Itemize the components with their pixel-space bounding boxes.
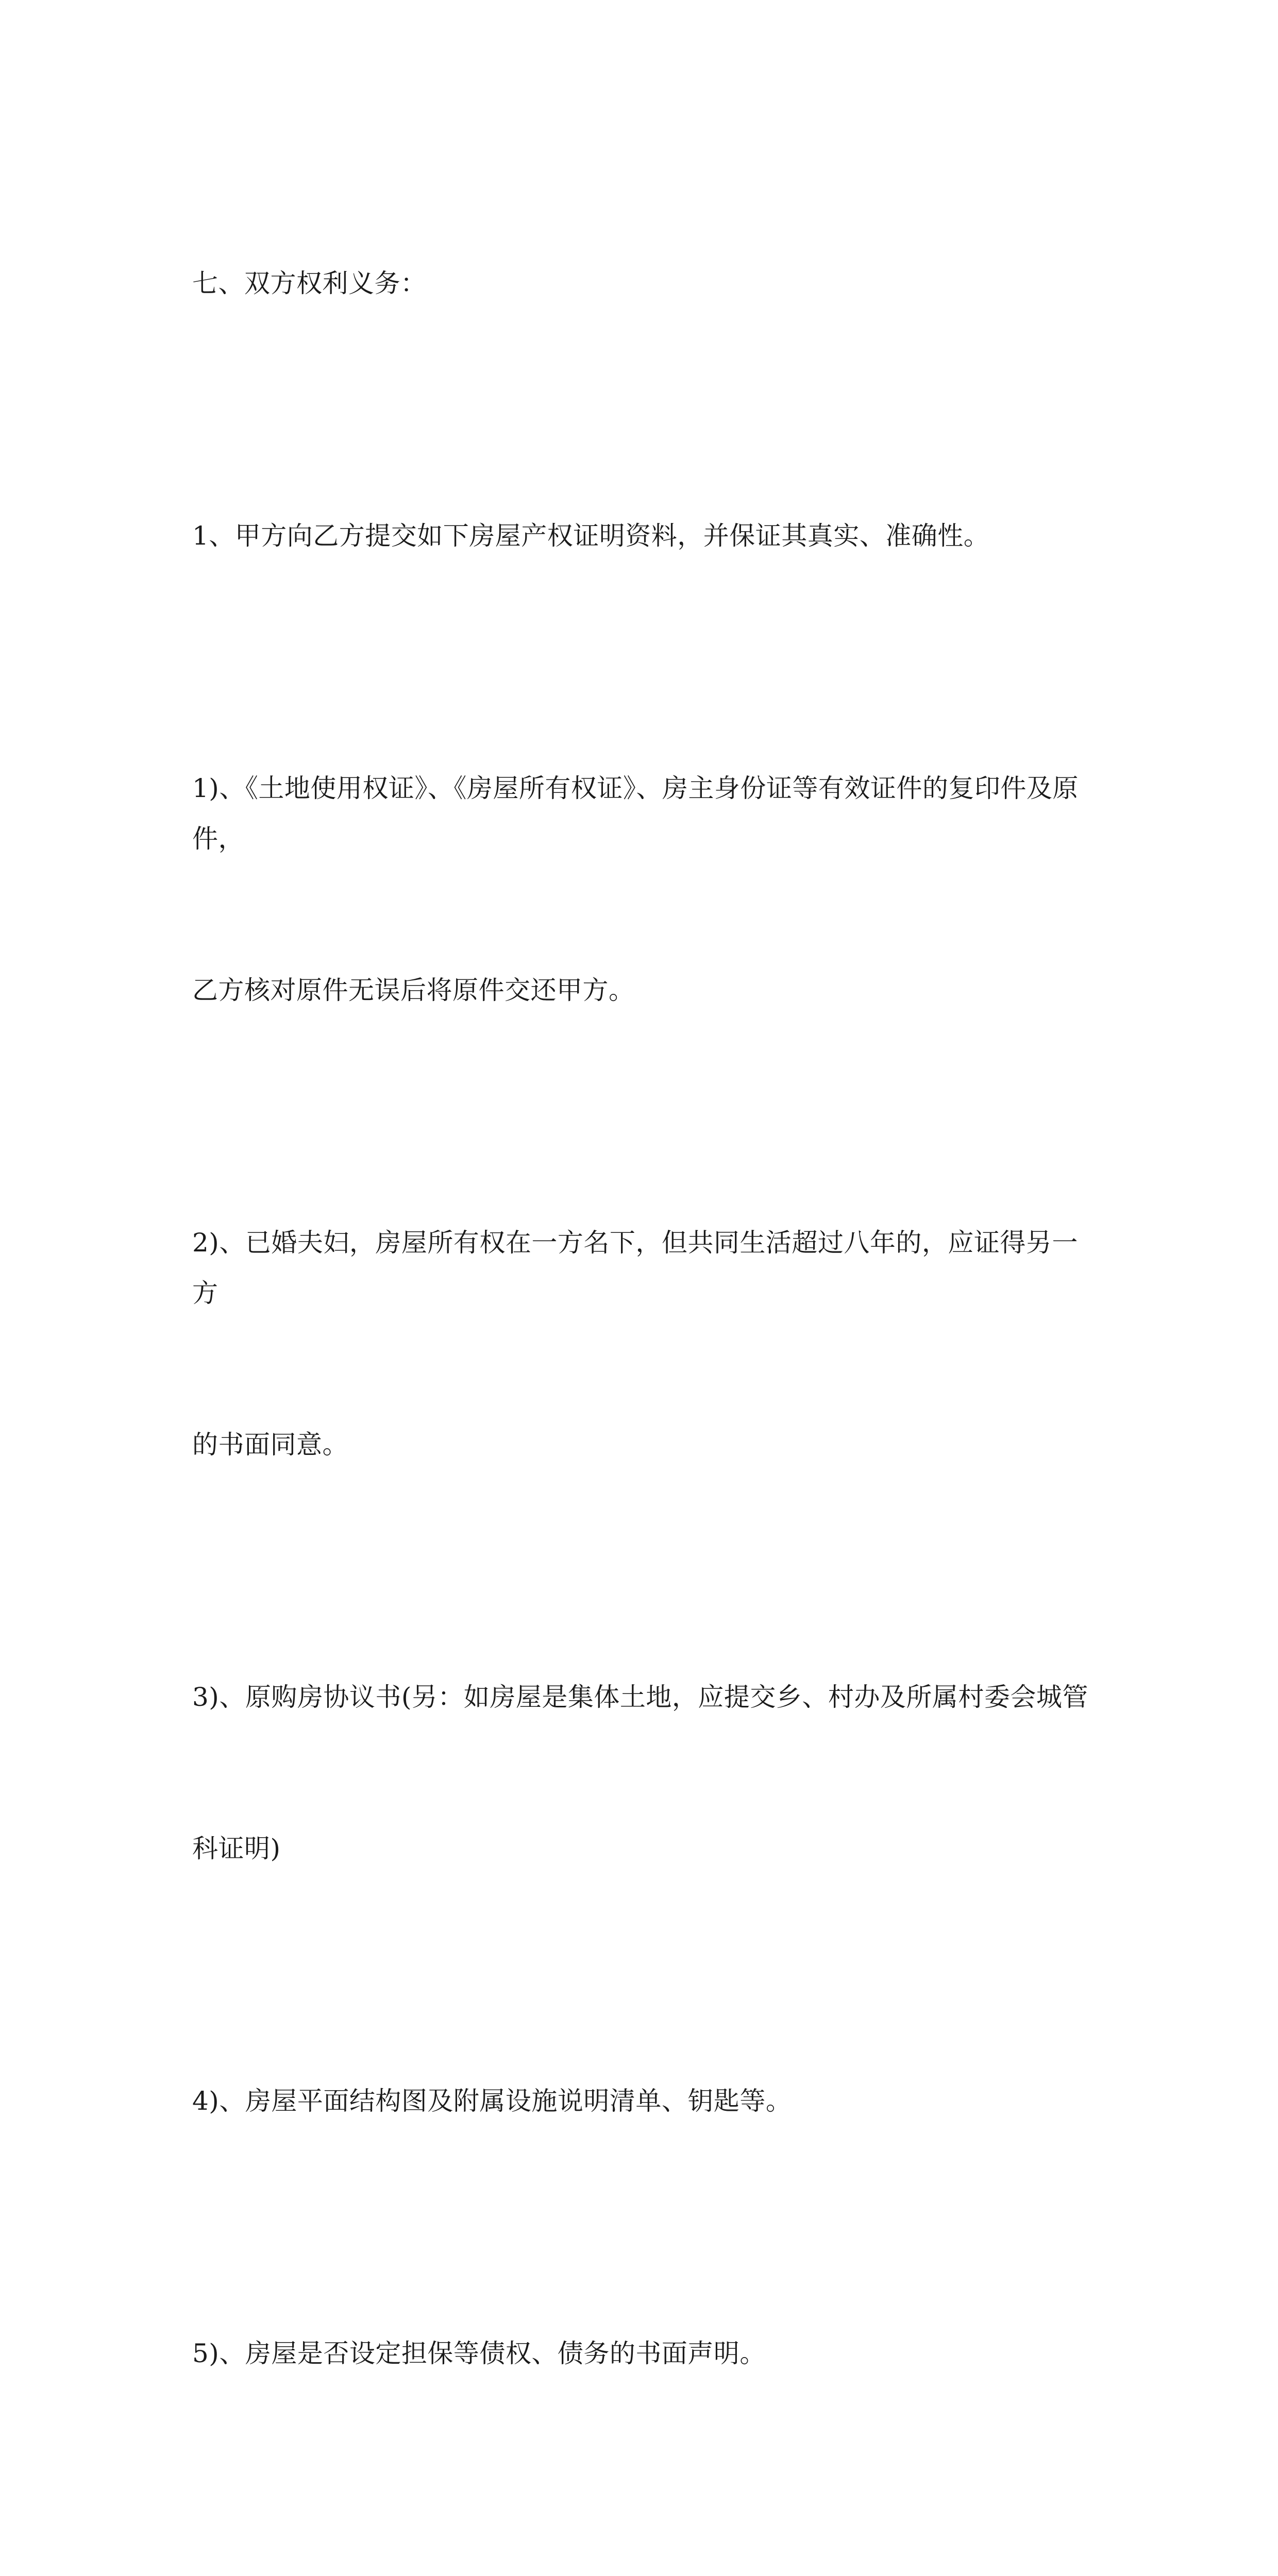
text-line: 1)、《土地使用权证》、《房屋所有权证》、房主身份证等有效证件的复印件及原件， <box>192 773 1079 854</box>
item-3 <box>192 1571 1099 1975</box>
text-line: 七、双方权利义务： <box>192 268 427 298</box>
text-line: 科证明) <box>192 1834 281 1863</box>
item-2 <box>192 1116 1099 1571</box>
text-line: 1、甲方向乙方提交如下房屋产权证明资料，并保证其真实、准确性。 <box>192 521 990 551</box>
section-heading-7 <box>192 157 1099 410</box>
text-line: 5)、房屋是否设定担保等债权、债务的书面声明。 <box>192 2338 766 2368</box>
text-line: 乙方核对原件无误后将原件交还甲方。 <box>192 975 635 1005</box>
document-body <box>192 157 1099 2576</box>
item-5 <box>192 2227 1099 2480</box>
text-line: 的书面同意。 <box>192 1430 348 1460</box>
text-line: 4)、房屋平面结构图及附属设施说明清单、钥匙等。 <box>192 2086 792 2116</box>
item-1 <box>192 662 1099 1116</box>
clause-7-1 <box>192 410 1099 662</box>
item-6 <box>192 2480 1099 2576</box>
item-4 <box>192 1975 1099 2227</box>
text-line: 3)、原购房协议书(另：如房屋是集体土地，应提交乡、村办及所属村委会城管 <box>192 1682 1088 1712</box>
text-line: 2)、已婚夫妇，房屋所有权在一方名下，但共同生活超过八年的，应证得另一方 <box>192 1228 1078 1308</box>
